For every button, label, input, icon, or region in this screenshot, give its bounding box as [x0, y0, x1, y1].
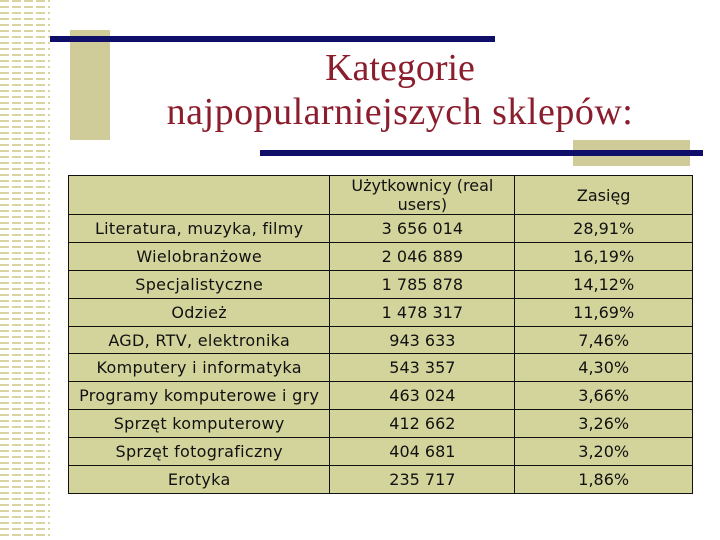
category-cell: Programy komputerowe i gry [69, 382, 330, 410]
header-reach: Zasięg [515, 176, 693, 215]
table-row [69, 438, 693, 466]
slide-title-line1: Kategorie [325, 47, 475, 89]
reach-cell: 4,30% [515, 354, 693, 382]
users-cell: 463 024 [330, 382, 515, 410]
table-row [69, 270, 693, 298]
slide-title-line2: najpopularniejszych sklepów: [166, 91, 634, 133]
reach-cell: 11,69% [515, 298, 693, 326]
category-cell: Specjalistyczne [69, 270, 330, 298]
table-row [69, 242, 693, 270]
users-cell: 404 681 [330, 438, 515, 466]
table-row [69, 466, 693, 494]
header-category [69, 176, 330, 215]
table-row [69, 298, 693, 326]
category-cell: Erotyka [69, 466, 330, 494]
category-cell: Sprzęt fotograficzny [69, 438, 330, 466]
reach-cell: 14,12% [515, 270, 693, 298]
users-cell: 412 662 [330, 410, 515, 438]
users-cell: 543 357 [330, 354, 515, 382]
table-row [69, 410, 693, 438]
reach-cell: 7,46% [515, 326, 693, 354]
table-header-row [69, 176, 693, 215]
users-cell: 235 717 [330, 466, 515, 494]
users-cell: 1 478 317 [330, 298, 515, 326]
reach-cell: 3,66% [515, 382, 693, 410]
users-cell: 1 785 878 [330, 270, 515, 298]
reach-cell: 3,20% [515, 438, 693, 466]
header-users: Użytkownicy (real users) [330, 176, 515, 215]
categories-table [68, 175, 693, 494]
category-cell: Sprzęt komputerowy [69, 410, 330, 438]
reach-cell: 1,86% [515, 466, 693, 494]
table-row [69, 382, 693, 410]
category-cell: Literatura, muzyka, filmy [69, 215, 330, 243]
reach-cell: 3,26% [515, 410, 693, 438]
users-cell: 2 046 889 [330, 242, 515, 270]
slide-title [100, 46, 700, 134]
table-row [69, 215, 693, 243]
category-cell: Odzież [69, 298, 330, 326]
decorative-stripes [0, 0, 50, 540]
decorative-line-bottom [260, 150, 703, 156]
category-cell: AGD, RTV, elektronika [69, 326, 330, 354]
reach-cell: 28,91% [515, 215, 693, 243]
reach-cell: 16,19% [515, 242, 693, 270]
table-row [69, 326, 693, 354]
table-row [69, 354, 693, 382]
decorative-line-top [50, 36, 495, 42]
users-cell: 3 656 014 [330, 215, 515, 243]
category-cell: Wielobranżowe [69, 242, 330, 270]
users-cell: 943 633 [330, 326, 515, 354]
category-cell: Komputery i informatyka [69, 354, 330, 382]
